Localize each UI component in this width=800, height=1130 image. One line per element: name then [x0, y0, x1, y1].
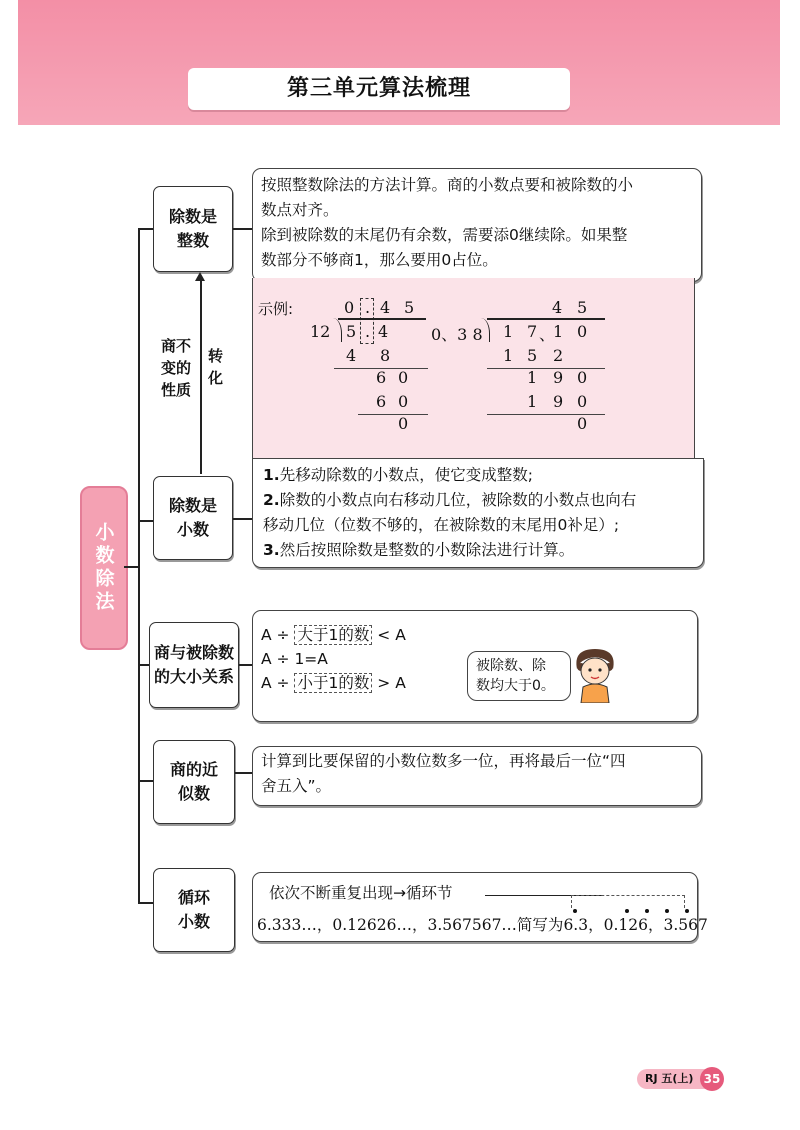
digit: 0: [398, 392, 409, 411]
connector-2: [233, 518, 253, 520]
expr: A ÷: [261, 626, 290, 644]
topic-relation: [149, 622, 239, 708]
convert-label: 转化: [208, 347, 224, 387]
step-number: 1.: [263, 466, 280, 484]
branch-1: [138, 228, 154, 230]
greater-than-one-box: 大于1的数: [294, 625, 372, 645]
division-bar: [487, 318, 605, 320]
topic-decimal-divisor-label: 除数是小数: [168, 496, 217, 539]
digit: 0: [398, 414, 409, 433]
bubble-line: 数均大于0。: [476, 678, 555, 694]
pointer-bracket: [571, 895, 685, 908]
branch-4: [138, 780, 154, 782]
division-bar: [338, 318, 426, 320]
digit: 1: [527, 392, 538, 411]
division-left: [258, 296, 428, 446]
rule: [358, 414, 428, 415]
branch-2: [138, 520, 154, 522]
digit: 5: [577, 298, 588, 317]
text-line: 除到被除数的末尾仍有余数，需要添0继续除。如果整: [261, 226, 628, 244]
division-right: [425, 296, 615, 446]
digit: 9: [553, 392, 564, 411]
digit: .: [365, 322, 371, 341]
speech-bubble: [467, 651, 571, 701]
rule: [487, 414, 605, 415]
text-line: 除数的小数点向右移动几位，被除数的小数点也向右: [279, 491, 637, 509]
text-line: 舍五入”。: [261, 777, 332, 795]
page-number: 35: [700, 1067, 724, 1091]
relation-content: [252, 610, 698, 722]
digit: 、: [539, 325, 556, 344]
text-line: 按照整数除法的方法计算。商的小数点要和被除数的小: [261, 176, 634, 194]
digit: 7: [527, 322, 538, 341]
separator: ，: [588, 916, 604, 934]
less-than-one-box: 小于1的数: [294, 673, 372, 693]
text-line: 数点对齐。: [261, 201, 339, 219]
connector-1: [233, 228, 253, 230]
repeat-dot-icon: [665, 909, 669, 913]
step-number: 3.: [263, 541, 280, 559]
digit: 8: [380, 346, 391, 365]
digit: 5: [527, 346, 538, 365]
text-line: 数部分不够商1，那么要用0占位。: [261, 251, 498, 269]
topic-relation-label: 商与被除数的大小关系: [153, 643, 234, 686]
divisor: 12: [310, 322, 331, 341]
text-line: 移动几位（位数不够的，在被除数的末尾用0补足）;: [263, 516, 620, 534]
bubble-line: 被除数、除: [476, 658, 546, 674]
digit: 4: [552, 298, 563, 317]
text-line: 计算到比要保留的小数位数多一位，再将最后一位“四: [261, 752, 626, 770]
topic-decimal-divisor: [153, 476, 233, 560]
digit: 1: [503, 322, 514, 341]
girl-cartoon-icon: [571, 645, 619, 703]
digit: 1: [527, 368, 538, 387]
topic-integer-divisor-label: 除数是整数: [168, 207, 217, 250]
example-label: 示例:: [258, 300, 294, 318]
digit: 5: [346, 322, 357, 341]
divisor: 0、3 8: [431, 325, 483, 344]
short-form: 3.567: [663, 916, 708, 934]
grade-badge: RJ 五(上): [637, 1069, 715, 1089]
repeat-dot-icon: [573, 909, 577, 913]
topic-recurring-label: 循环小数: [177, 888, 210, 931]
separator: ，: [647, 916, 664, 934]
connector-main: [124, 566, 138, 568]
invariant-property-label: 商不变的性质: [160, 337, 191, 399]
digit: 6: [376, 392, 387, 411]
expr: > A: [377, 674, 406, 692]
step-number: 2.: [263, 491, 280, 509]
division-bracket: [481, 318, 490, 342]
page-title: 第三单元算法梳理: [188, 68, 570, 110]
digit: 5: [404, 298, 415, 317]
digit: 6: [376, 368, 387, 387]
short-form: 0.126: [603, 916, 648, 934]
main-topic-label: 小数除法: [80, 486, 128, 650]
digit: 4: [380, 298, 391, 317]
repeat-dot-icon: [645, 909, 649, 913]
convert-arrow-line: [200, 278, 202, 474]
tree-trunk: [138, 228, 140, 902]
digit: 4: [378, 322, 389, 341]
digit: 1: [503, 346, 514, 365]
rule: [487, 368, 605, 369]
digit: 0: [398, 368, 409, 387]
recurring-definition: 依次不断重复出现→循环节: [269, 884, 453, 902]
repeat-dot-icon: [685, 909, 689, 913]
recurring-content: [252, 872, 708, 942]
connector-4: [235, 772, 253, 774]
text-line: 然后按照除数是整数的小数除法进行计算。: [279, 541, 575, 559]
integer-divisor-content: [252, 168, 702, 282]
expr: A ÷ 1=A: [261, 650, 328, 668]
division-bracket: [333, 318, 342, 342]
digit: 4: [346, 346, 357, 365]
topic-recurring: [153, 868, 235, 952]
recurring-examples: 6.333…，0.12626…，3.567567…简写为: [257, 916, 564, 934]
branch-5: [138, 902, 154, 904]
digit: .: [365, 298, 371, 317]
digit: 0: [577, 392, 588, 411]
convert-arrow-icon: [195, 272, 205, 281]
digit: 9: [553, 368, 564, 387]
approx-content: [252, 746, 702, 806]
connector-3: [239, 664, 253, 666]
short-form: 6.3: [563, 916, 589, 934]
topic-approx-label: 商的近似数: [169, 760, 218, 803]
decimal-divisor-content: [252, 458, 704, 568]
repeat-dot-icon: [625, 909, 629, 913]
text-line: 先移动除数的小数点，使它变成整数;: [279, 466, 533, 484]
expr: < A: [377, 626, 406, 644]
digit: 0: [577, 322, 588, 341]
digit: 2: [553, 346, 564, 365]
topic-approx: [153, 740, 235, 824]
digit: 0: [344, 298, 355, 317]
topic-integer-divisor: [153, 186, 233, 272]
digit: 0: [577, 414, 588, 433]
digit: 0: [577, 368, 588, 387]
digit: 1: [553, 322, 564, 341]
expr: A ÷: [261, 674, 290, 692]
